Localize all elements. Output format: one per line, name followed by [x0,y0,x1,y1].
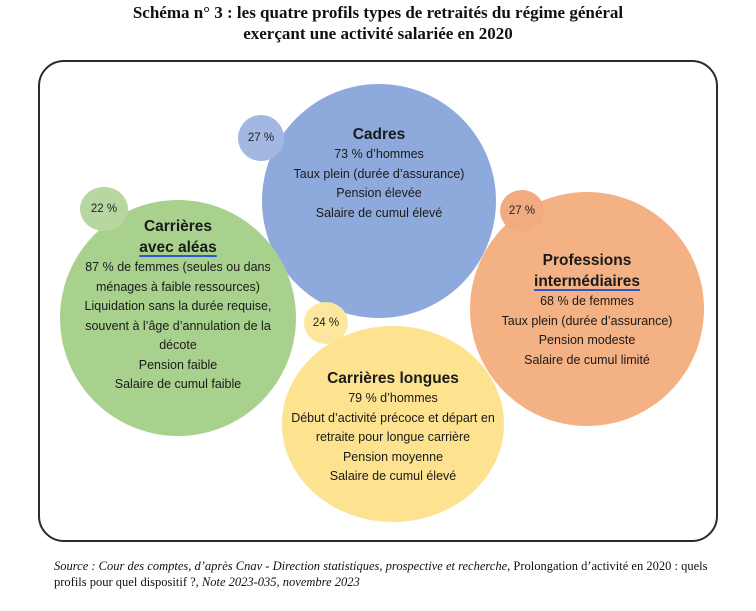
longues-line: retraite pour longue carrière [315,430,471,444]
professions-line: Pension modeste [538,333,636,347]
longues-line: Début d’activité précoce et départ en [291,410,495,425]
source-note [54,558,724,590]
aleas-heading-2: avec aléas [139,239,217,256]
professions-line: 68 % de femmes [540,294,634,308]
longues-line: Salaire de cumul élevé [329,469,457,483]
aleas-line: ménages à faible ressources) [96,279,260,294]
cadres-bubble [262,84,496,318]
aleas-bubble [60,200,296,436]
aleas-line: souvent à l’âge d’annulation de la [85,318,271,333]
aleas-heading-1: Carrières [143,218,213,235]
professions-bubble [470,192,704,426]
title-line-2: exerçant une activité salariée en 2020 [243,24,513,43]
professions-heading-1: Professions [542,252,632,269]
cadres-line: 73 % d’hommes [334,147,424,161]
diagram-title [0,2,756,44]
source-title: Prolongation d’activité en 2020 : quels profils pour quel dispositif ?, [54,559,708,589]
professions-line: Taux plein (durée d’assurance) [501,313,673,328]
aleas-line: Pension faible [138,357,218,372]
aleas-line: Liquidation sans la durée requise, [84,299,272,313]
source-suffix: Note 2023-035, novembre 2023 [198,575,360,589]
cadres-heading: Cadres [352,126,406,143]
cadres-line: Pension élevée [336,186,422,200]
longues-percent-bubble: 24 % [304,302,348,344]
professions-heading-2: intermédiaires [534,273,640,290]
cadres-line: Salaire de cumul élevé [315,205,443,220]
professions-percent-bubble: 27 % [500,190,544,232]
professions-line: Salaire de cumul limité [524,352,650,367]
title-line-1: Schéma n° 3 : les quatre profils types de retraités du régime général [132,3,624,22]
longues-line: Pension moyenne [342,449,444,464]
longues-line: 79 % d’hommes [348,391,438,405]
cadres-line: Taux plein (durée d’assurance) [293,166,465,181]
cadres-percent-bubble: 27 % [238,115,284,161]
aleas-line: décote [159,338,197,352]
longues-heading: Carrières longues [327,370,459,387]
longues-bubble [282,326,504,522]
source-prefix: Source : Cour des comptes, d’après Cnav - Direction statistiques, prospective et recherche, [54,559,511,573]
aleas-percent-bubble: 22 % [80,187,128,231]
aleas-line: 87 % de femmes (seules ou dans [85,260,271,274]
aleas-line: Salaire de cumul faible [114,377,242,391]
